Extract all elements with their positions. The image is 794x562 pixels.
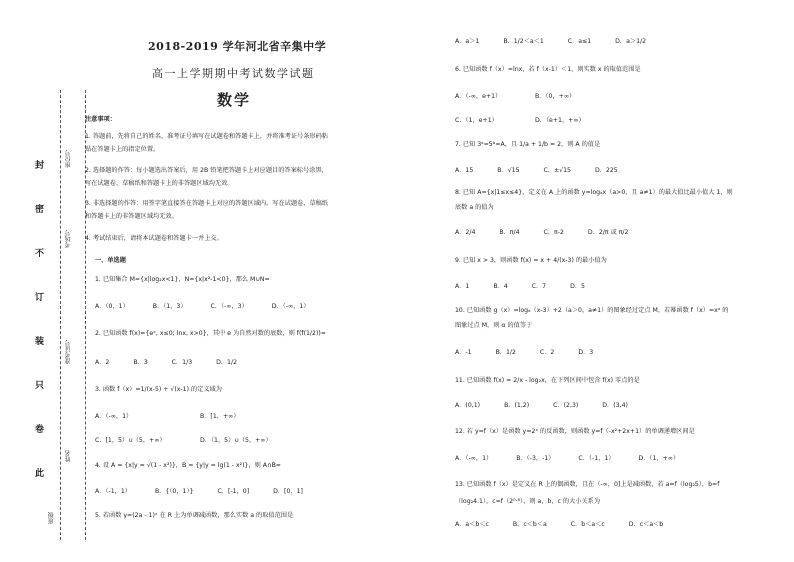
q1-option-b: B．（1，3） [152, 303, 187, 310]
question-1: 1. 已知集合 M={x|log₂x<1}，N={x|x²-1<0}，那么 M∪N= [95, 276, 270, 283]
question-12-options [455, 455, 701, 463]
q12-option-a: A．（-∞，1） [455, 455, 493, 462]
question-9-options [455, 283, 607, 291]
q8-option-a: A．2/4 [455, 229, 476, 236]
q13-option-a: A．a＜b＜c [455, 521, 489, 528]
q8-option-c: C．π-2 [543, 229, 564, 236]
q12-option-d: D．（1，+∞） [638, 455, 680, 462]
q1-option-d: D．（-∞，1） [271, 303, 310, 310]
margin-char-4: 订 [35, 293, 45, 303]
q6-option-a: A．（-∞，e+1） [455, 93, 502, 100]
question-11: 11. 已知函数 f(x) = 2/x - log₂x，在下列区间中包含 f(x) 零点的是 [455, 377, 640, 384]
q11-option-b: B．(1,2) [504, 402, 530, 409]
question-4-options [95, 488, 325, 496]
q9-option-d: D．5 [570, 283, 585, 290]
field-admission-number: 准考证号 [65, 340, 72, 364]
q3-option-c: C．[1，5）∪（5，+∞） [95, 437, 166, 444]
question-3: 3. 函数 f（x）=1/(x-5) + √(x-1) 的定义域为 [95, 386, 222, 393]
q1-option-c: C．（-∞，3） [210, 303, 248, 310]
notice-line-4: 写在试题卷、草稿纸和答题卡上的非答题区域均无效。 [85, 180, 234, 187]
margin-char-2: 密 [35, 205, 45, 215]
q11-option-a: A．(0,1) [455, 402, 481, 409]
q11-option-c: C．(2,3) [553, 402, 579, 409]
q4-option-a: A．（-1，1） [95, 488, 131, 495]
q5-option-d: D．a＞1/2 [615, 38, 647, 45]
notice-line-7: 4. 考试结束后，请将本试题卷和答题卡一并上交。 [85, 235, 223, 242]
notice-line-6: 和答题卡上的非答题区域均无效。 [85, 213, 178, 220]
binding-line-outer [60, 90, 61, 540]
question-8-options [455, 229, 650, 237]
question-9: 9. 已知 x > 3，则函数 f(x) = x + 4/(x-3) 的最小值为 [455, 257, 607, 264]
q5-option-b: B．1/2＜a＜1 [503, 38, 544, 45]
q6-option-d: D．（e+1，+∞） [535, 117, 585, 124]
school-title: 2018-2019 学年河北省辛集中学 [148, 40, 327, 53]
q9-option-b: B．4 [493, 283, 508, 290]
margin-char-5: 装 [35, 337, 45, 347]
field-name: 姓名 [65, 450, 72, 462]
question-8: 8. 已知 A={x|1≤x≤4}，定义在 A 上的函数 y=logₐx（a>0，且 a≠1）的最大值比最小值大 1，则 [455, 189, 733, 196]
q8-option-d: D．2/π 或 π/2 [587, 229, 629, 236]
q4-option-d: D．[0，1] [273, 488, 303, 495]
binding-line-inner [85, 90, 86, 540]
q2-option-c: C．1/3 [171, 359, 193, 366]
question-13-options [455, 521, 685, 529]
margin-char-1: 封 [35, 161, 45, 171]
subject-title: 数学 [217, 91, 252, 109]
margin-char-6: 只 [35, 381, 45, 391]
q12-option-c: C．（-1，1） [578, 455, 615, 462]
q9-option-a: A．1 [455, 283, 470, 290]
q6-option-c: C．（1，e+1） [455, 117, 498, 124]
question-5-options [455, 38, 668, 46]
question-8-continued: 底数 a 的值为 [455, 204, 494, 211]
q2-option-a: A．2 [95, 359, 110, 366]
notice-line-3: 2. 选择题的作答：每小题选出答案后，用 2B 铅笔把答题卡上对应题目的答案标号涂黑， [85, 167, 328, 174]
q10-option-b: B．1/2 [495, 349, 516, 356]
field-seat-number: 座位号 [65, 150, 72, 168]
q7-option-c: C．±√15 [543, 167, 571, 174]
q10-option-d: D．3 [578, 349, 594, 356]
question-2-options [95, 359, 259, 367]
q6-option-b: B．（0，+∞） [535, 93, 576, 100]
question-10-options [455, 349, 615, 357]
question-12: 12. 若 y=f（x）是函数 y=2ˣ 的反函数，则函数 y=f（-x²+2x+1）的单调递增区间是 [455, 428, 695, 435]
q7-option-d: D．225 [594, 167, 618, 174]
question-13: 13. 已知函数 f（x）是定义在 R 上的偶函数，且在（-∞，0]上是减函数，若 a=f（log₂5），b=f [455, 481, 720, 488]
q10-option-c: C．2 [539, 349, 555, 356]
q3-option-b: B．[1，+∞） [200, 413, 240, 420]
question-6: 6. 已知函数 f（x）=lnx，若 f（x-1）＜1，则实数 x 的取值范围是 [455, 66, 641, 73]
q12-option-b: B．（-3，-1） [516, 455, 555, 462]
question-1-options [95, 303, 332, 311]
question-10-continued: 图象过点 M，则 α 的值等于 [455, 322, 533, 329]
field-exam-room: 考场号 [65, 230, 72, 248]
question-7-options [455, 167, 640, 175]
q3-option-a: A．（-∞，1） [95, 413, 133, 420]
q13-option-d: D．c＜a＜b [628, 521, 664, 528]
q3-option-d: D．（1，5）∪（5，+∞） [200, 437, 272, 444]
q7-option-a: A．15 [455, 167, 474, 174]
notice-line-5: 3. 非选择题的作答：用签字笔直接答在答题卡上对应的答题区域内。写在试题卷、草稿纸 [85, 200, 328, 207]
q13-option-c: C．b＜a＜c [570, 521, 605, 528]
q8-option-b: B．π/4 [499, 229, 520, 236]
q11-option-d: D．(3,4) [602, 402, 628, 409]
margin-char-3: 不 [35, 249, 45, 259]
question-7: 7. 已知 3ᵃ=5ᵇ=A，且 1/a + 1/b = 2，则 A 的值是 [455, 141, 601, 148]
q2-option-d: D．1/2 [216, 359, 238, 366]
margin-char-8: 此 [35, 469, 45, 479]
section-heading: 一、单选题 [95, 257, 126, 264]
question-13-continued: （log₂4.1），c=f（2⁰·⁸），则 a，b，c 的大小关系为 [455, 498, 601, 505]
q4-option-c: C．[-1，0] [217, 488, 250, 495]
q9-option-c: C．7 [531, 283, 547, 290]
q2-option-b: B．3 [133, 359, 148, 366]
question-4: 4. 设 A = {x|y = √(1 - x²)}，B = {y|y = lg(1 - x²)}，则 A∩B= [95, 462, 281, 469]
q13-option-b: B．c＜b＜a [512, 521, 547, 528]
notice-line-2: 贴在答题卡上的指定位置。 [85, 146, 160, 153]
q10-option-a: A．-1 [455, 349, 472, 356]
question-10: 10. 已知函数 g（x）=logₐ（x-3）+2（a＞0，a≠1）的图象经过定点 M，若幂函数 f（x）=xᵃ 的 [455, 307, 729, 314]
question-5: 5. 若函数 y=(2a - 1)ˣ 在 R 上为单调减函数，那么实数 a 的取值范围是 [95, 512, 294, 519]
question-11-options [455, 402, 650, 410]
exam-title: 高一上学期期中考试数学试题 [152, 67, 315, 80]
q5-option-c: C．a≤1 [567, 38, 592, 45]
q7-option-b: B．√15 [497, 167, 520, 174]
field-class: 班级 [48, 512, 55, 524]
notice-heading: 注意事项： [85, 116, 116, 123]
margin-char-7: 卷 [35, 425, 45, 435]
question-2: 2. 已知函数 f(x)={eˣ, x≤0; lnx, x>0}，其中 e 为自然对数的底数，则 f(f(1/2))= [95, 330, 326, 337]
q4-option-b: B．{（0，1）} [154, 488, 194, 495]
notice-line-1: 1. 答题前，先将自己的姓名、准考证号填写在试题卷和答题卡上，并将准考证号条形码粘 [85, 133, 328, 140]
q1-option-a: A．（0，1） [95, 303, 129, 310]
q5-option-a: A．a＞1 [455, 38, 480, 45]
